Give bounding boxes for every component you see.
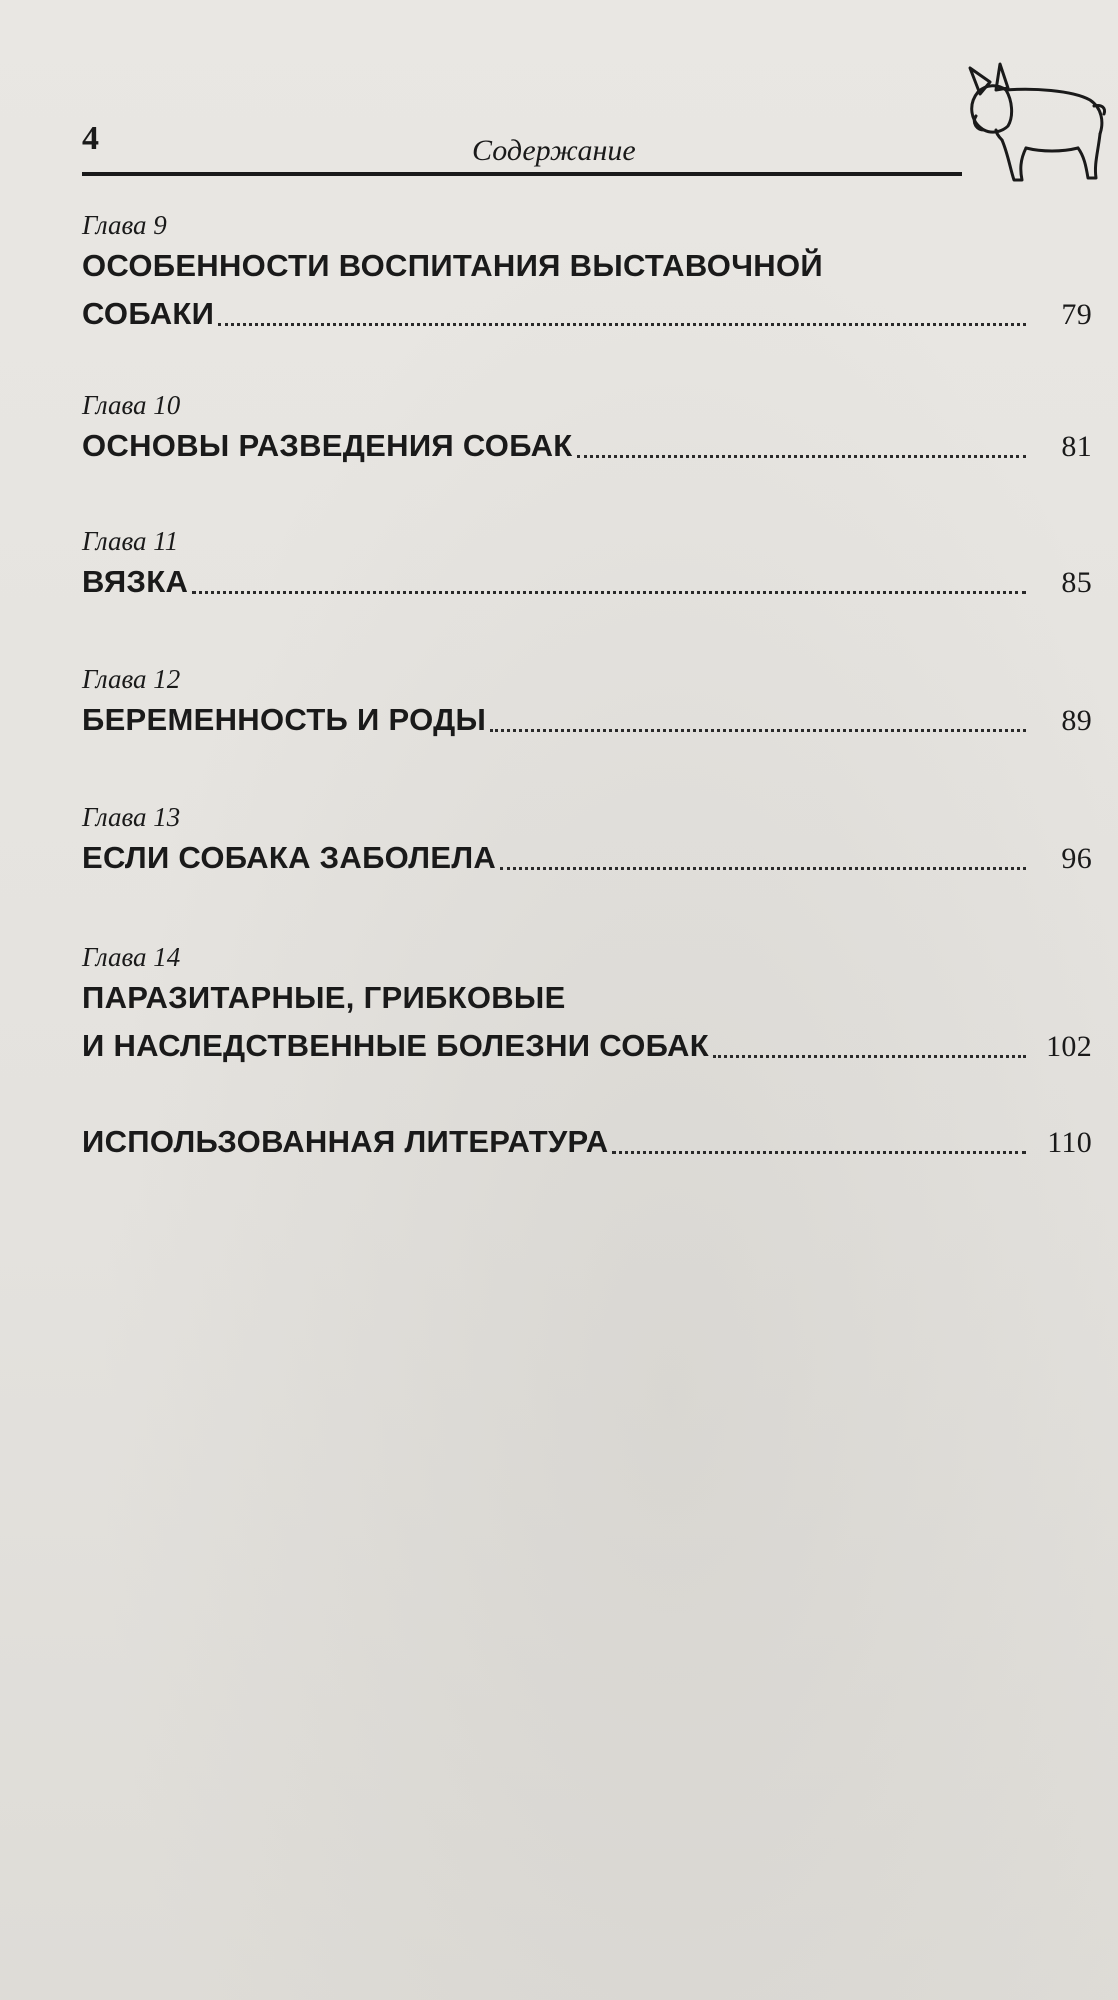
running-title: Содержание <box>472 134 636 167</box>
dot-leader <box>713 1054 1026 1058</box>
chapter-label: Глава 14 <box>82 942 181 972</box>
dot-leader <box>612 1150 1026 1154</box>
page-reference: 96 <box>1061 842 1092 875</box>
page-reference: 110 <box>1047 1126 1092 1159</box>
french-bulldog-icon <box>962 60 1112 190</box>
entry-title-line: ВЯЗКА <box>82 564 189 599</box>
chapter-label: Глава 11 <box>82 526 179 556</box>
entry-title-line: ОСНОВЫ РАЗВЕДЕНИЯ СОБАК <box>82 428 573 463</box>
chapter-label: Глава 12 <box>82 664 181 694</box>
dot-leader <box>500 866 1026 870</box>
toc-entry-chapter-11[interactable] <box>82 524 1092 606</box>
entry-title-line: ОСОБЕННОСТИ ВОСПИТАНИЯ ВЫСТАВОЧНОЙ <box>82 248 823 283</box>
toc-entry-chapter-9[interactable] <box>82 208 1092 338</box>
toc-entry-chapter-12[interactable] <box>82 662 1092 744</box>
dot-leader <box>490 728 1026 732</box>
toc-entry-bibliography[interactable] <box>82 1118 1092 1166</box>
entry-title-line: БЕРЕМЕННОСТЬ И РОДЫ <box>82 702 487 737</box>
entry-title-line: СОБАКИ <box>82 296 215 331</box>
dot-leader <box>192 590 1026 594</box>
page-reference: 89 <box>1061 704 1092 737</box>
page-reference: 81 <box>1061 430 1092 463</box>
toc-entry-chapter-13[interactable] <box>82 800 1092 882</box>
entry-title-line: ЕСЛИ СОБАКА ЗАБОЛЕЛА <box>82 840 497 875</box>
toc-entry-chapter-10[interactable] <box>82 388 1092 470</box>
page-reference: 85 <box>1061 566 1092 599</box>
page-header <box>82 120 962 180</box>
page-reference: 79 <box>1061 298 1092 331</box>
dot-leader <box>577 454 1026 458</box>
page-reference: 102 <box>1046 1030 1092 1063</box>
header-rule <box>82 172 962 176</box>
entry-title-line: ИСПОЛЬЗОВАННАЯ ЛИТЕРАТУРА <box>82 1124 609 1159</box>
entry-title-line: ПАРАЗИТАРНЫЕ, ГРИБКОВЫЕ <box>82 980 566 1015</box>
toc-entry-chapter-14[interactable] <box>82 940 1092 1070</box>
dot-leader <box>218 322 1026 326</box>
chapter-label: Глава 9 <box>82 210 167 240</box>
chapter-label: Глава 13 <box>82 802 181 832</box>
chapter-label: Глава 10 <box>82 390 181 420</box>
entry-title-line: И НАСЛЕДСТВЕННЫЕ БОЛЕЗНИ СОБАК <box>82 1028 709 1063</box>
page-number: 4 <box>82 120 99 157</box>
